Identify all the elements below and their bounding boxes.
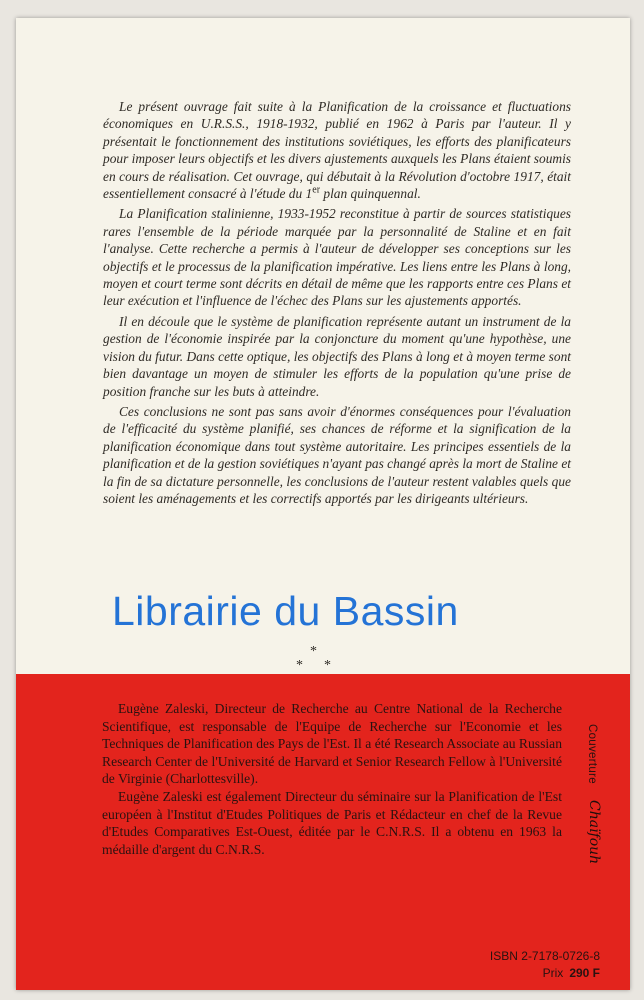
price-label: Prix (542, 966, 564, 980)
designer-signature: Chaïfouh (586, 800, 602, 865)
isbn-number: ISBN 2-7178-0726-8 (489, 949, 600, 963)
book-back-cover (16, 18, 630, 990)
price-value: 290 F (569, 966, 600, 980)
author-band (16, 674, 630, 990)
description-text (103, 98, 571, 510)
bookseller-watermark: Librairie du Bassin (112, 588, 459, 634)
price-line (490, 965, 600, 982)
superscript: er (312, 184, 321, 196)
description-paragraph: Le présent ouvrage fait suite à la Planification de la croissance et fluctuations économiques en U.R.S.S., 1918-1932, publié en 1962 à Paris par l'auteur. Il y présentait le fonctionnement des institutions soviétiques, les efforts des planificateurs pour imposer leurs objectifs et les divers ajustements auxquels les Plans étaient soumis en cours de réalisation. Cet ouvrage, qui débutait à la Révolution d'octobre 1917, était essentiellement consacré à l'étude du 1er plan quinquennal. (103, 99, 571, 202)
isbn-block (490, 948, 600, 982)
cover-credit (586, 724, 608, 924)
bio-paragraph: Eugène Zaleski est également Directeur du séminaire sur la Planification de l'Est européen à l'Institut d'Etudes Politiques de Paris et Rédacteur en chef de la Revue d'Etudes Comparatives Est-Ouest, éditée par le C.N.R.S. Il a obtenu en 1963 la médaille d'argent du C.N.R.S. (102, 788, 562, 857)
description-paragraph: Ces conclusions ne sont pas sans avoir d'énormes conséquences pour l'évaluation de l'efficacité du système planifié, ses chances de réforme et la signification de la planification économique dans tout système autoritaire. Les principes essentiels de la planification et de la gestion soviétiques n'ayant pas changé après la mort de Staline et la fin de sa dictature personnelle, les conclusions de l'auteur restent valables quels que soient les aménagements et les correctifs apportés par les dirigeants ultérieurs. (103, 403, 571, 506)
asterism: * * * (296, 644, 331, 673)
cover-credit-label: Couverture (586, 724, 598, 784)
author-bio (102, 700, 562, 858)
bio-paragraph: Eugène Zaleski, Directeur de Recherche au Centre National de la Recherche Scientifique, est responsable de l'Equipe de Recherche sur l'Economie et les Techniques de Planification des Pays de l'Est. Il a été Research Associate au Russian Research Center de l'Université de Harvard et Senior Research Fellow à l'Université de Virginie (Charlottesville). (102, 701, 562, 787)
description-paragraph: Il en découle que le système de planification représente autant un instrument de la gestion de l'économie inspirée par la conjoncture du moment qu'une hypothèse, une vision du futur. Dans cette optique, les objectifs des Plans à long et à moyen terme sont bien davantage un moyen de stimuler les efforts de la population qu'une prise de position franche sur les buts à atteindre. (103, 313, 571, 399)
description-paragraph: La Planification stalinienne, 1933-1952 reconstitue à partir de sources statistiques rares l'ensemble de la période marquée par la personnalité de Staline et en fait l'analyse. Cette recherche a permis à l'auteur de développer ses conceptions sur les objectifs et le processus de la planification impérative. Les liens entre les Plans à long, moyen et court terme sont décrits en détail de même que les rapports entre ces Plans et leur exécution et l'influence de l'échec des Plans sur les ajustements apportés. (103, 206, 571, 309)
